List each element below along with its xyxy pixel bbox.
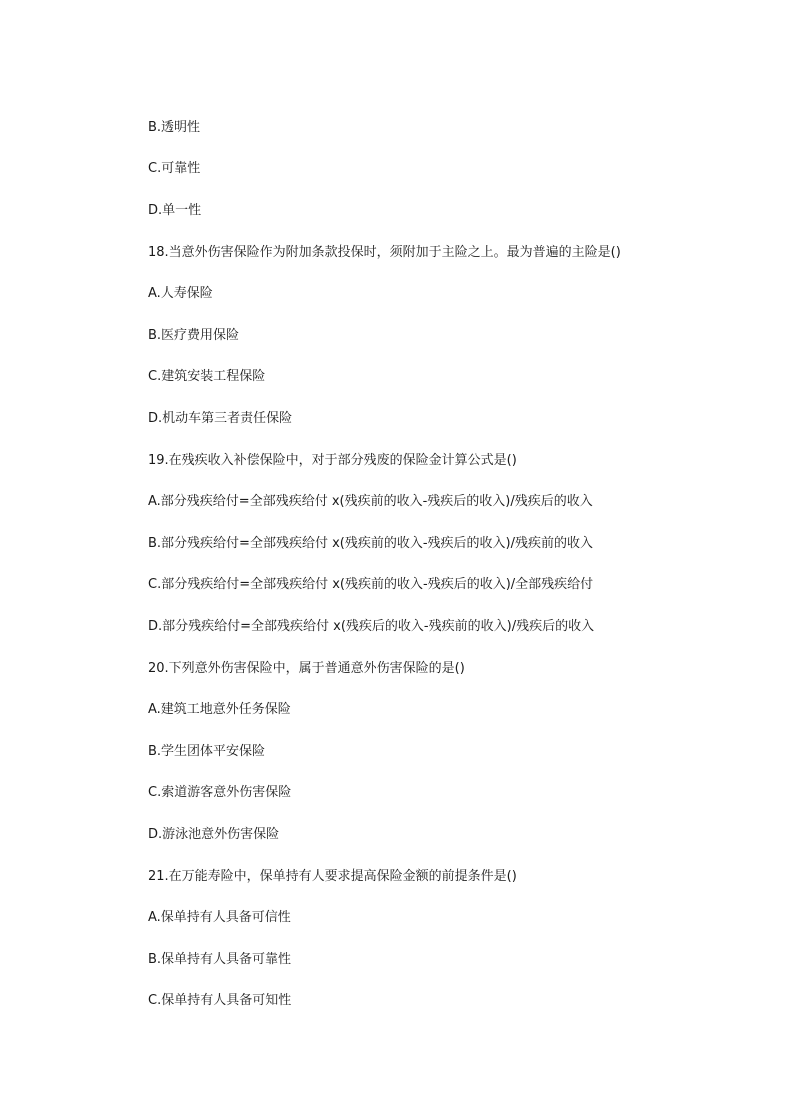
q18-option-c: C.建筑安装工程保险 [148, 369, 266, 384]
q18-option-b: B.医疗费用保险 [148, 328, 240, 343]
question-19: 19.在残疾收入补偿保险中，对于部分残废的保险金计算公式是() [148, 453, 517, 468]
q19-option-b: B.部分残疾给付=全部残疾给付 x(残疾前的收入-残疾后的收入)/残疾前的收入 [148, 536, 593, 551]
question-18: 18.当意外伤害保险作为附加条款投保时，须附加于主险之上。最为普遍的主险是() [148, 245, 621, 260]
option-b-line: B.透明性 [148, 120, 201, 135]
q20-option-c: C.索道游客意外伤害保险 [148, 785, 292, 800]
q18-option-a: A.人寿保险 [148, 286, 213, 301]
q18-option-d: D.机动车第三者责任保险 [148, 411, 293, 426]
option-d-line: D.单一性 [148, 203, 202, 218]
question-21: 21.在万能寿险中，保单持有人要求提高保险金额的前提条件是() [148, 869, 517, 884]
q19-option-d: D.部分残疾给付=全部残疾给付 x(残疾后的收入-残疾前的收入)/残疾后的收入 [148, 619, 595, 634]
q21-option-c: C.保单持有人具备可知性 [148, 993, 292, 1008]
q20-option-d: D.游泳池意外伤害保险 [148, 827, 280, 842]
option-c-line: C.可靠性 [148, 161, 201, 176]
question-20: 20.下列意外伤害保险中，属于普通意外伤害保险的是() [148, 661, 465, 676]
q19-option-a: A.部分残疾给付=全部残疾给付 x(残疾前的收入-残疾后的收入)/残疾后的收入 [148, 494, 593, 509]
q19-option-c: C.部分残疾给付=全部残疾给付 x(残疾前的收入-残疾后的收入)/全部残疾给付 [148, 577, 594, 592]
q20-option-a: A.建筑工地意外任务保险 [148, 702, 291, 717]
q21-option-a: A.保单持有人具备可信性 [148, 910, 291, 925]
q21-option-b: B.保单持有人具备可靠性 [148, 952, 292, 967]
q20-option-b: B.学生团体平安保险 [148, 744, 266, 759]
